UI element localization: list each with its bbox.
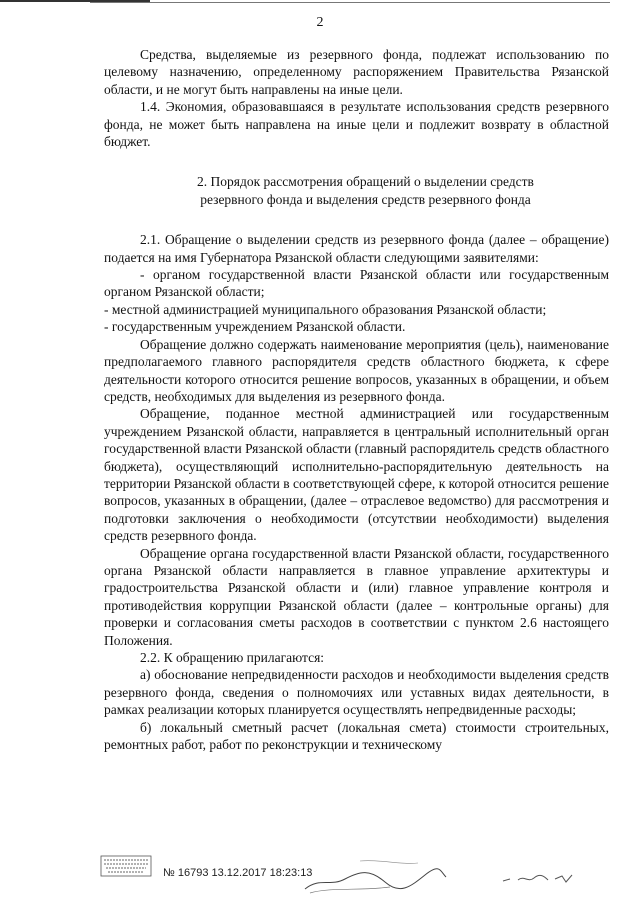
paragraph: Обращение, поданное местной администрацией или государственным учреждением Рязанской области, направляется в центральный исполнительный орган государственной власти Рязанской области (главный распорядитель средств областного бюджета), осуществляющий исполнительно-распорядительную деятельность на территории Рязанской области в соответствующей сфере, к которой относится решение вопросов, указанных в обращении, (далее – отраслевое ведомство) для рассмотрения и подготовки заключения о необходимости (отсутствии необходимости) выделения средств резервного фонда. bbox=[104, 406, 609, 544]
paragraph: а) обоснование непредвиденности расходов и необходимости выделения средств резервного фонда, сведения о полномочиях или уставных видах деятельности, в рамках реализации которых планируется осуществлять непредвиденные расходы; bbox=[104, 667, 609, 718]
handwritten-signature-icon bbox=[300, 857, 450, 897]
paragraph: - государственным учреждением Рязанской области. bbox=[104, 319, 406, 335]
document-body bbox=[104, 46, 609, 753]
paragraph: 2.2. К обращению прилагаются: bbox=[140, 650, 325, 665]
document-registration-number: № 16793 13.12.2017 18:23:13 bbox=[163, 867, 313, 879]
registry-stamp-icon bbox=[100, 855, 152, 877]
paragraph: Обращение органа государственной власти Рязанской области, государственного органа Рязанской области направляется в главное управление архитектуры и градостроительства Рязанской области и (или) главное управление контроля и противодействия коррупции Рязанской области (далее – контрольные органы) для проверки и согласования сметы расходов в соответствии с пунктом 2.6 настоящего Положения. bbox=[104, 545, 609, 648]
paragraph: - органом государственной власти Рязанской области или государственным органом Рязанской области; bbox=[104, 267, 609, 300]
paragraph: б) локальный сметный расчет (локальная смета) стоимости строительных, ремонтных работ, работ по реконструкции и техническому bbox=[104, 719, 609, 753]
paragraph: Обращение должно содержать наименование мероприятия (цель), наименование предполагаемого главного распорядителя средств областного бюджета, к сфере деятельности которого относится решение вопросов, указанных в обращении, и объем средств, необходимых для выделения из резервного фонда. bbox=[104, 336, 609, 404]
paragraph: 2.1. Обращение о выделении средств из резервного фонда (далее – обращение) подается на имя Губернатора Рязанской области следующими заявителями: bbox=[104, 232, 609, 265]
paragraph: - местной администрацией муниципального образования Рязанской области; bbox=[104, 301, 547, 317]
section-heading-line1: 2. Порядок рассмотрения обращений о выделении средств bbox=[197, 174, 534, 190]
paragraph: Средства, выделяемые из резервного фонда, подлежат использованию по целевому назначению, определенному распоряжением Правительства Рязанской области, и не могут быть направлены на иные цели. bbox=[104, 47, 609, 97]
section-heading bbox=[104, 173, 609, 208]
page-number: 2 bbox=[316, 15, 324, 30]
paragraph: 1.4. Экономия, образовавшаяся в результате использования средств резервного фонда, не может быть направлена на иные цели и подлежит возврату в областной бюджет. bbox=[104, 99, 609, 150]
scan-edge-line bbox=[90, 2, 610, 3]
handwritten-mark-icon bbox=[500, 867, 580, 887]
section-heading-line2: резервного фонда и выделения средств резервного фонда bbox=[200, 191, 531, 207]
page-footer bbox=[0, 852, 640, 905]
